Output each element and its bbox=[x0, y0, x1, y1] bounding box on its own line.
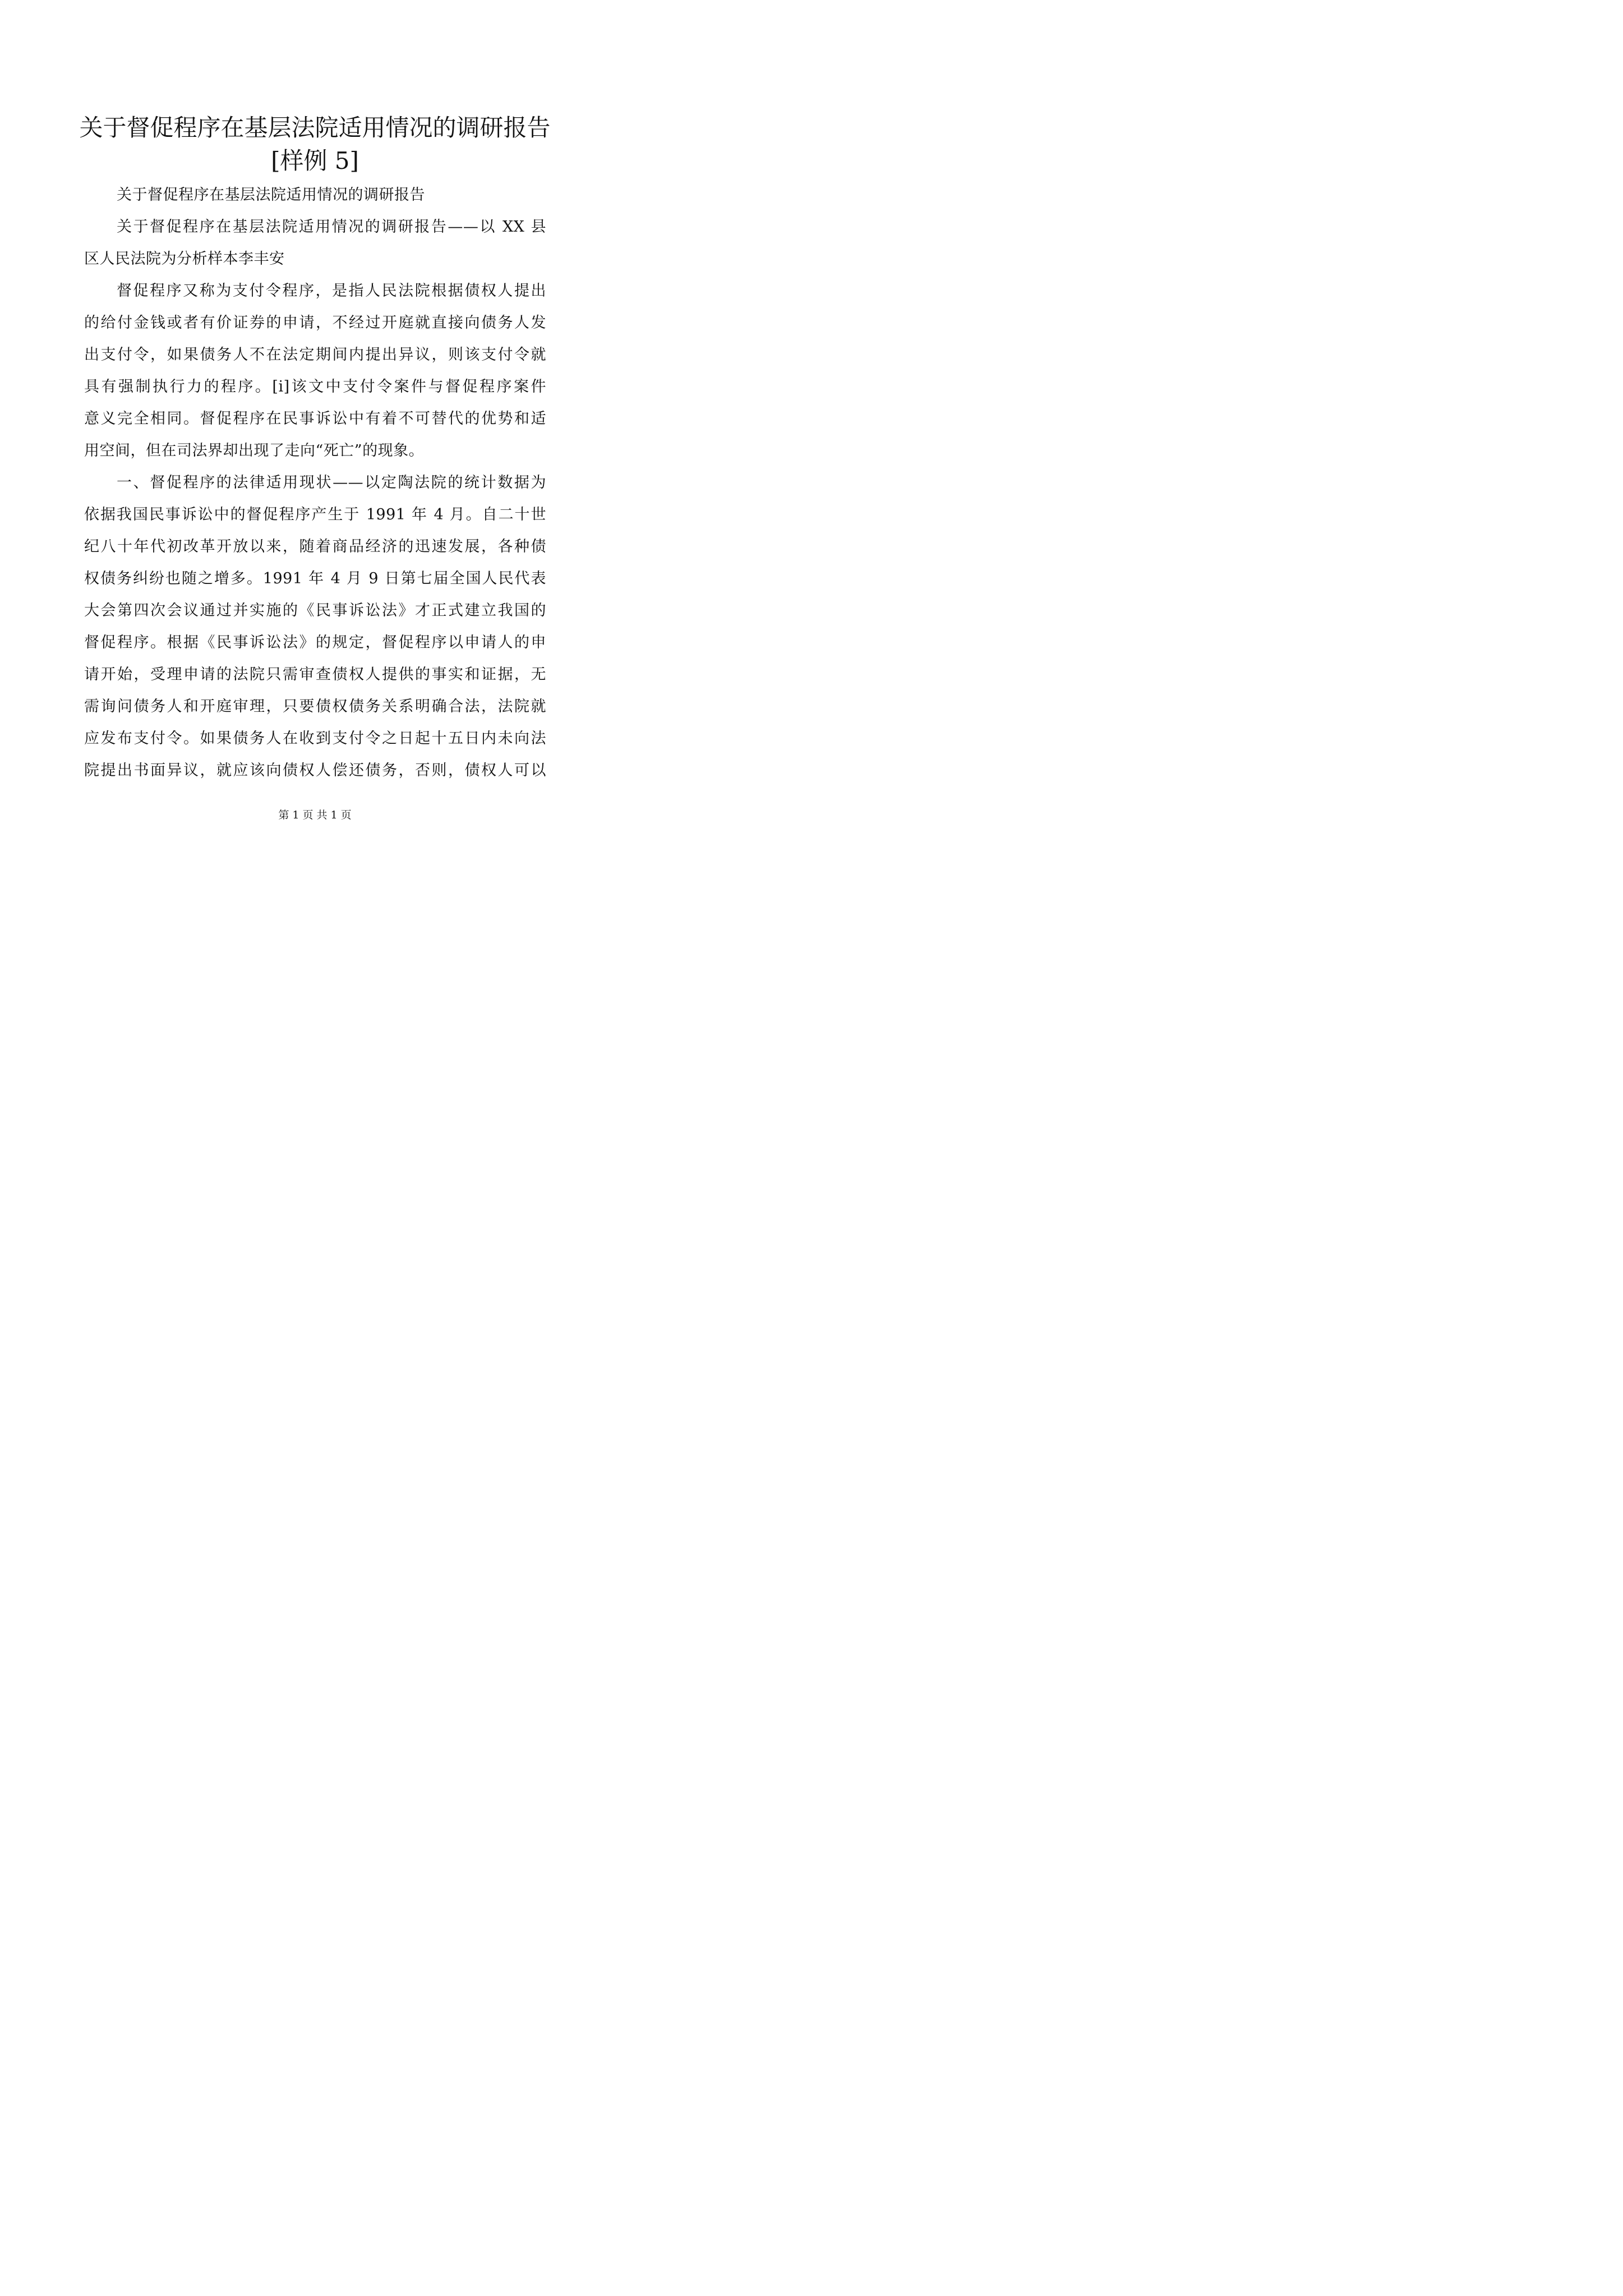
paragraph-line: 意义完全相同。督促程序在民事诉讼中有着不可替代的优势和适 bbox=[84, 410, 546, 427]
paragraph-line: 权债务纠纷也随之增多。1991 年 4 月 9 日第七届全国人民代表 bbox=[84, 570, 546, 587]
title-line-1: 关于督促程序在基层法院适用情况的调研报告 bbox=[79, 114, 551, 141]
paragraph-line: 请开始，受理申请的法院只需审查债权人提供的事实和证据，无 bbox=[84, 666, 546, 683]
paragraph-line: 需询问债务人和开庭审理，只要债权债务关系明确合法，法院就 bbox=[84, 698, 546, 715]
paragraph-line: 关于督促程序在基层法院适用情况的调研报告 bbox=[117, 186, 425, 204]
paragraph-subtitle bbox=[84, 179, 546, 211]
paragraph-section-one bbox=[84, 467, 546, 786]
paragraph-line: 区人民法院为分析样本李丰安 bbox=[84, 250, 285, 268]
document-page bbox=[0, 0, 630, 890]
paragraph-heading bbox=[84, 211, 546, 275]
document-body bbox=[84, 179, 546, 786]
title-line-2: [样例 5] bbox=[271, 147, 359, 174]
page-number: 第 1 页 共 1 页 bbox=[278, 809, 352, 821]
paragraph-definition bbox=[84, 275, 546, 467]
paragraph-line: 应发布支付令。如果债务人在收到支付令之日起十五日内未向法 bbox=[84, 730, 546, 747]
paragraph-line: 纪八十年代初改革开放以来，随着商品经济的迅速发展，各种债 bbox=[84, 538, 546, 555]
paragraph-line: 具有强制执行力的程序。[i]该文中支付令案件与督促程序案件 bbox=[84, 378, 546, 395]
paragraph-line: 关于督促程序在基层法院适用情况的调研报告——以 XX 县 bbox=[117, 218, 546, 236]
paragraph-line: 出支付令，如果债务人不在法定期间内提出异议，则该支付令就 bbox=[84, 346, 546, 364]
paragraph-line: 依据我国民事诉讼中的督促程序产生于 1991 年 4 月。自二十世 bbox=[84, 506, 546, 523]
page-footer bbox=[0, 808, 630, 822]
paragraph-line: 的给付金钱或者有价证券的申请，不经过开庭就直接向债务人发 bbox=[84, 314, 546, 332]
paragraph-line: 督促程序。根据《民事诉讼法》的规定，督促程序以申请人的申 bbox=[84, 634, 546, 651]
paragraph-line: 用空间，但在司法界却出现了走向“死亡”的现象。 bbox=[84, 442, 425, 459]
paragraph-line: 一、督促程序的法律适用现状——以定陶法院的统计数据为 bbox=[117, 474, 546, 491]
paragraph-line: 院提出书面异议，就应该向债权人偿还债务，否则，债权人可以 bbox=[84, 762, 546, 779]
paragraph-line: 督促程序又称为支付令程序，是指人民法院根据债权人提出 bbox=[117, 282, 546, 300]
paragraph-line: 大会第四次会议通过并实施的《民事诉讼法》才正式建立我国的 bbox=[84, 602, 546, 619]
document-title bbox=[56, 111, 574, 177]
